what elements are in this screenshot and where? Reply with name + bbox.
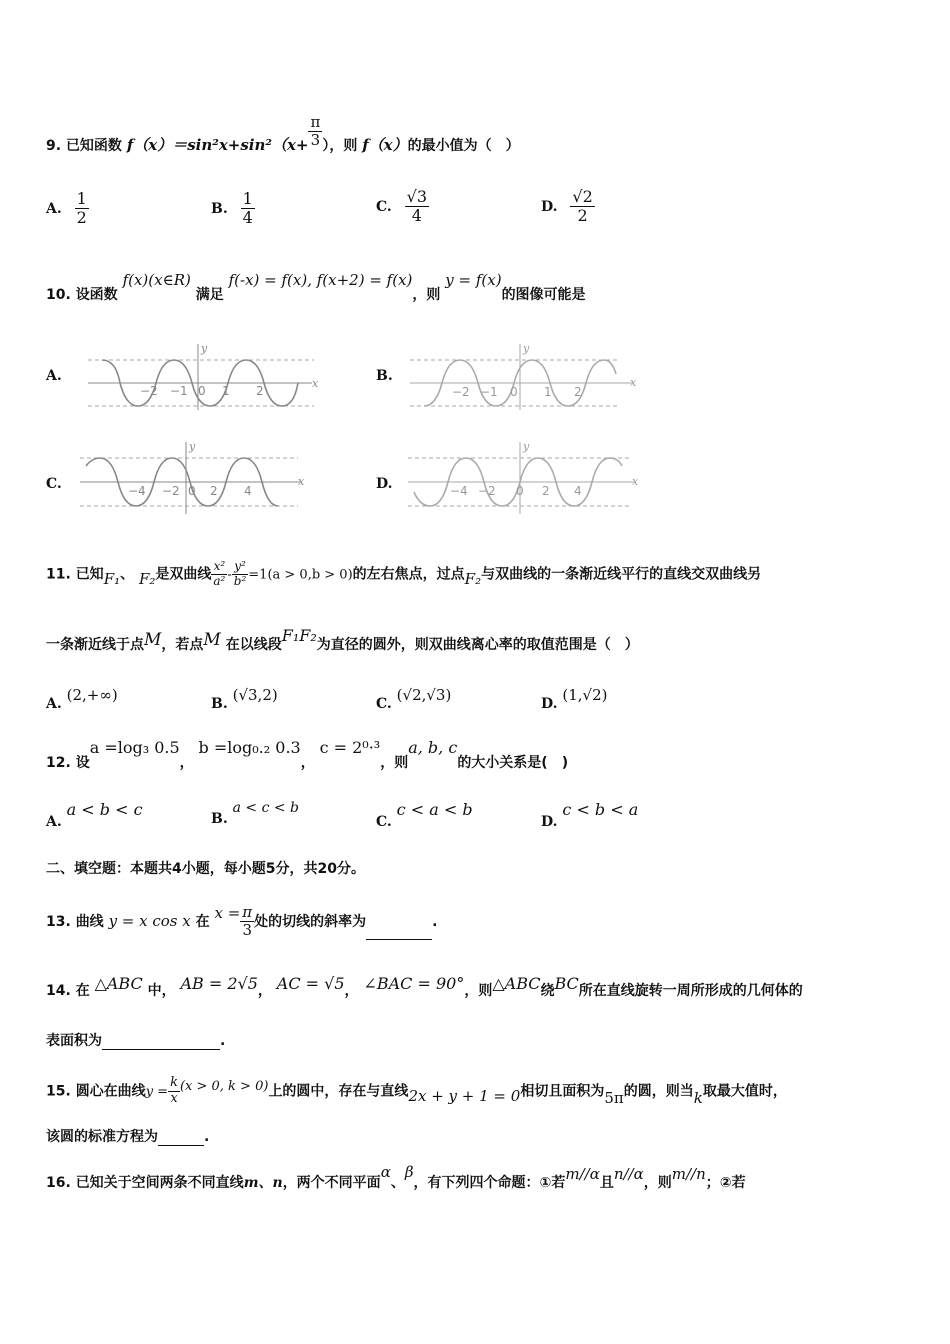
option-value: c < a < b [396, 800, 473, 819]
focus-f2: F₂ [138, 570, 156, 589]
tick-label: 0 [516, 484, 524, 498]
tick-label: 4 [574, 484, 582, 498]
question-text: ，则 [380, 755, 409, 771]
function-expression: f（x）＝sin²x+sin²（x+ [126, 135, 309, 154]
hyperbola-x-term [211, 560, 227, 589]
question-10 [46, 271, 586, 304]
question-text: ；②若 [705, 1175, 746, 1191]
length-ac: AC = √5 [276, 974, 345, 993]
question-9 [46, 113, 520, 164]
option-value: (√2,√3) [396, 686, 452, 704]
option-value: (1,√2) [562, 686, 608, 704]
question-text: 满足 [195, 287, 224, 303]
question-text: 与双曲线的一条渐近线平行的直线交双曲线另 [481, 566, 762, 583]
graph-a [84, 340, 324, 412]
q12-option-d[interactable] [541, 800, 639, 830]
question-text: 在 [75, 983, 90, 999]
y-axis-label: y [189, 440, 196, 453]
option-label: D. [376, 476, 393, 492]
variable-k: k [693, 1089, 703, 1108]
hyperbola-y-term [232, 560, 249, 589]
fraction-numerator: √2 [572, 187, 593, 206]
point-m: M [203, 630, 221, 650]
tick-label: −4 [128, 484, 146, 498]
question-text: ，则 [643, 1175, 672, 1191]
fraction-denominator: 3 [242, 921, 252, 940]
question-number: 16. [46, 1175, 71, 1191]
question-text: 在以线段 [225, 637, 282, 653]
q12-option-b[interactable] [211, 800, 300, 827]
segment-f1f2: F₁F₂ [281, 626, 317, 645]
option-label: C. [376, 814, 392, 830]
question-text: 表面积为 [46, 1033, 102, 1049]
question-text: ，有下列四个命题：①若 [413, 1175, 566, 1191]
question-text: 处的切线的斜率为 [254, 913, 367, 930]
tick-label: 2 [574, 385, 582, 399]
question-text: 设函数 [75, 287, 118, 303]
plane-alpha: α [380, 1163, 391, 1181]
tick-label: −2 [140, 384, 158, 398]
question-text: . [220, 1033, 226, 1049]
x-axis-label: x [630, 376, 637, 389]
length-ab: AB = 2√5 [180, 974, 258, 993]
triangle-abc: △ABC [492, 974, 541, 993]
option-label: A. [46, 814, 62, 830]
option-value: c < b < a [562, 800, 639, 819]
q11-option-b[interactable] [211, 686, 278, 712]
fraction-denominator: b² [233, 573, 247, 588]
question-text: 、 [390, 1175, 405, 1191]
tick-label: 0 [510, 385, 518, 399]
condition-n-parallel-alpha: n//α [613, 1165, 644, 1183]
q11-option-c[interactable] [376, 686, 452, 712]
x-axis-label: x [298, 475, 305, 488]
question-14-line-2 [46, 1030, 225, 1050]
question-text: . [432, 913, 438, 930]
variables-abc: a, b, c [408, 738, 458, 757]
option-label: B. [211, 696, 228, 712]
x-axis-label: x [632, 475, 639, 488]
option-label: D. [541, 198, 558, 215]
circle-area: 5π [604, 1089, 624, 1108]
tick-label: 1 [222, 384, 230, 398]
question-number: 10. [46, 287, 71, 303]
k-over-x-fraction [168, 1076, 180, 1107]
q10-option-b[interactable] [376, 368, 393, 384]
fraction-denominator: 4 [411, 206, 422, 226]
option-label: D. [541, 814, 558, 830]
question-text: 的最小值为（ ） [407, 137, 520, 154]
question-text: ），则 [322, 137, 358, 154]
question-text: ，则 [412, 287, 441, 303]
answer-blank[interactable] [102, 1035, 220, 1050]
graph-d [406, 440, 646, 518]
option-value: a < b < c [66, 800, 143, 819]
question-text: 的左右焦点，过点 [352, 566, 465, 583]
triangle-abc: △ABC [94, 974, 143, 993]
option-value: a < c < b [232, 800, 300, 816]
point-m: M [144, 630, 162, 650]
question-13 [46, 904, 437, 940]
focus-f2: F₂ [464, 570, 482, 589]
question-text: 的图像可能是 [501, 287, 586, 303]
q10-option-c[interactable] [46, 476, 62, 492]
question-text: 圆心在曲线 [75, 1083, 146, 1100]
question-text: 已知关于空间两条不同直线 [75, 1175, 244, 1191]
fraction-denominator: 2 [577, 206, 588, 226]
option-label: A. [46, 200, 62, 217]
option-label: A. [46, 696, 62, 712]
section-heading: 二、填空题：本题共4小题，每小题5分，共20分。 [46, 861, 365, 877]
q12-option-a[interactable] [46, 800, 143, 830]
question-11 [46, 560, 761, 589]
question-number: 9. [46, 137, 62, 154]
question-15 [46, 1076, 787, 1107]
fraction-numerator: √3 [406, 187, 428, 206]
question-text: ， [344, 983, 359, 999]
question-text: 中， [147, 983, 176, 999]
answer-blank[interactable] [366, 925, 432, 940]
tick-label: 2 [542, 484, 550, 498]
value-c: c = 2⁰·³ [319, 738, 381, 757]
option-label: B. [376, 368, 393, 384]
fraction-numerator: π [242, 903, 253, 921]
graph-b [406, 340, 646, 412]
fraction-numerator: 1 [242, 189, 253, 208]
option-fraction [570, 188, 594, 226]
graph-c [78, 440, 318, 518]
fraction-denominator: 2 [76, 208, 87, 228]
x-value: x = [214, 903, 241, 922]
math-expression: f(-x) = f(x), f(x+2) = f(x) [228, 271, 413, 289]
tick-label: 2 [256, 384, 264, 398]
y-axis-label: y [523, 440, 530, 453]
q9-option-c[interactable] [376, 188, 429, 226]
pi-over-3-fraction [308, 114, 322, 150]
tick-label: 1 [544, 385, 552, 399]
hyperbola-condition: =1(a > 0,b > 0) [248, 567, 353, 583]
question-text: 为直径的圆外，则双曲线离心率的取值范围是（ ） [316, 637, 639, 653]
option-value: (2,+∞) [66, 686, 118, 704]
fraction-denominator: x [170, 1090, 178, 1106]
question-text: 在 [195, 913, 210, 930]
minus-sign: - [227, 567, 232, 583]
angle-bac: ∠BAC = 90° [363, 974, 465, 993]
question-text: 取最大值时， [702, 1083, 787, 1100]
question-15-line-2 [46, 1126, 209, 1146]
question-text: 的大小关系是( ) [457, 755, 569, 771]
question-text: 的圆，则当 [623, 1083, 694, 1100]
pi-over-3-fraction [240, 904, 254, 940]
fraction-numerator: 1 [76, 189, 87, 208]
option-label: B. [211, 811, 228, 827]
option-label: D. [541, 696, 558, 712]
question-text: ，则 [464, 983, 493, 999]
q9-option-a[interactable] [46, 190, 89, 228]
q9-option-d[interactable] [541, 188, 595, 226]
fraction-denominator: a² [213, 573, 226, 588]
fraction-numerator: x² [211, 560, 227, 575]
lines-mn: m、n [243, 1175, 283, 1191]
question-text: 、 [120, 566, 135, 583]
tick-label: 0 [188, 484, 196, 498]
question-text: ， [300, 755, 315, 771]
question-text: 且 [599, 1175, 614, 1191]
tick-label: −1 [170, 384, 188, 398]
question-text: 已知 [75, 566, 104, 583]
tick-label: 4 [244, 484, 252, 498]
q10-option-a[interactable] [46, 368, 62, 384]
function-name: f（x） [362, 135, 408, 154]
q11-option-a[interactable] [46, 686, 118, 712]
fraction-numerator: y² [232, 560, 249, 575]
question-text: 设 [75, 755, 90, 771]
question-12 [46, 738, 569, 772]
tick-label: −1 [480, 385, 498, 399]
q12-option-c[interactable] [376, 800, 473, 830]
tick-label: −2 [478, 484, 496, 498]
option-label: C. [46, 476, 62, 492]
focus-f1: F₁ [103, 570, 121, 589]
condition-m-parallel-alpha: m//α [565, 1165, 600, 1183]
tick-label: −4 [450, 484, 468, 498]
conclusion-m-parallel-n: m//n [671, 1165, 706, 1183]
question-number: 15. [46, 1083, 71, 1100]
question-14 [46, 974, 803, 1000]
value-a: a =log₃ 0.5 [89, 738, 180, 757]
question-text: 该圆的标准方程为 [46, 1129, 158, 1145]
question-text: ，两个不同平面 [282, 1175, 381, 1191]
option-fraction [405, 188, 429, 226]
answer-blank[interactable] [158, 1131, 204, 1146]
question-text: . [204, 1129, 210, 1145]
value-b: b =log₀.₂ 0.3 [198, 738, 301, 757]
q11-option-d[interactable] [541, 686, 608, 712]
curve-condition: (x > 0, k > 0) [179, 1079, 269, 1095]
question-text: 已知函数 [65, 137, 122, 154]
question-16 [46, 1163, 746, 1192]
fraction-numerator: k [170, 1075, 178, 1090]
tick-label: −2 [162, 484, 180, 498]
question-number: 12. [46, 755, 71, 771]
question-number: 13. [46, 913, 71, 930]
curve-y: y = [145, 1084, 169, 1100]
option-label: C. [376, 198, 392, 215]
plane-beta: β [404, 1163, 414, 1181]
x-axis-label: x [312, 377, 319, 390]
line-bc: BC [554, 974, 579, 993]
question-text: 一条渐近线于点 [46, 637, 144, 653]
fraction-denominator: 4 [242, 208, 253, 228]
line-equation: 2x + y + 1 = 0 [408, 1087, 521, 1106]
math-expression: f(x)(x∈R) [122, 271, 191, 289]
option-fraction [75, 190, 89, 228]
option-value: (√3,2) [232, 686, 278, 704]
question-number: 14. [46, 983, 71, 999]
question-11-line-2 [46, 626, 639, 654]
option-label: A. [46, 368, 62, 384]
question-text: 绕 [540, 983, 555, 999]
question-text: 所在直线旋转一周所形成的几何体的 [578, 983, 803, 999]
option-label: C. [376, 696, 392, 712]
question-text: 曲线 [75, 913, 104, 930]
y-axis-label: y [201, 342, 208, 355]
tick-label: 0 [198, 384, 206, 398]
question-number: 11. [46, 566, 71, 583]
math-expression: y = f(x) [445, 271, 502, 289]
fraction-numerator: π [310, 113, 321, 131]
tick-label: 2 [210, 484, 218, 498]
question-text: 是双曲线 [155, 566, 212, 583]
question-text: 上的圆中，存在与直线 [268, 1083, 409, 1100]
question-text: 相切且面积为 [520, 1083, 605, 1100]
tick-label: −2 [452, 385, 470, 399]
option-fraction [241, 190, 255, 228]
y-axis-label: y [523, 342, 530, 355]
question-text: ， [257, 983, 272, 999]
option-label: B. [211, 200, 228, 217]
question-text: ，若点 [161, 637, 204, 653]
question-text: ， [179, 755, 194, 771]
curve-equation: y = x cos x [108, 911, 191, 930]
q9-option-b[interactable] [211, 190, 255, 228]
q10-option-d[interactable] [376, 476, 393, 492]
fraction-denominator: 3 [310, 131, 321, 150]
